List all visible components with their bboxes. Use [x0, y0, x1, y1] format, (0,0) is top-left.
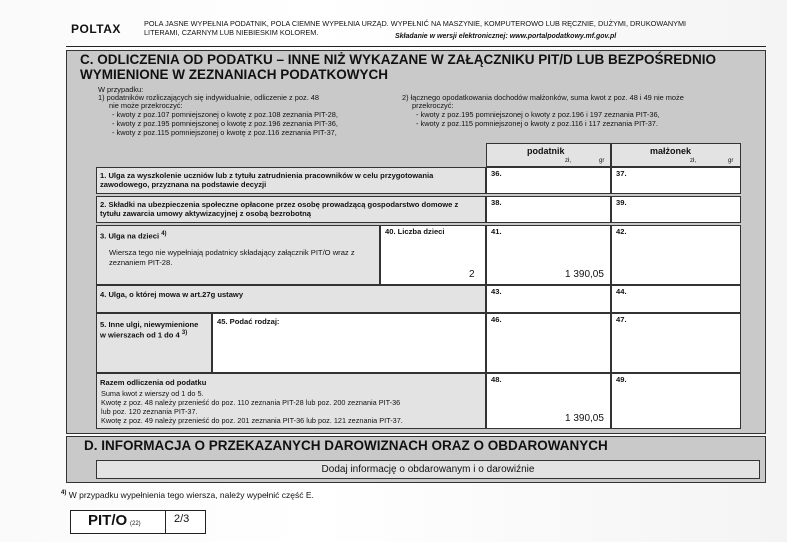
- form-name: PIT/O: [88, 512, 128, 529]
- add-donation-button[interactable]: Dodaj informację o obdarowanym i o darowiźnie: [96, 460, 760, 479]
- field-42[interactable]: 42.: [611, 225, 741, 285]
- field-49[interactable]: 49.: [611, 373, 741, 429]
- row2-label-cell: 2. Składki na ubezpieczenia społeczne opłacone przez osobę prowadzącą gospodarstwo domowe z tytułu zawarcia umowy aktywizacyjnej z osobą bezrobotną: [96, 196, 486, 223]
- total-label-cell: Razem odliczenia od podatku Suma kwot z wierszy od 1 do 5. Kwotę z poz. 48 należy przenieść do poz. 110 zeznania PIT-28 lub poz. 200 zeznania PIT-36 lub poz. 120 zeznania PIT-37. Kwotę z poz. 49 należy przenieść do poz. 201 zeznania PIT-36 lub poz. 121 zeznania PIT-37.: [96, 373, 486, 429]
- case2-item: - kwoty z poz.195 pomniejszonej o kwoty z poz.196 i 197 zeznania PIT-36,: [416, 110, 660, 119]
- field-38[interactable]: 38.: [486, 196, 611, 223]
- case1-text: 1) podatników rozliczających się indywidualnie, odliczenie z poz. 48: [98, 93, 320, 102]
- case2-item: - kwoty z poz.115 pomniejszonej o kwoty z poz.116 i 117 zeznania PIT-37.: [416, 119, 658, 128]
- podatnik-header: podatnik zł, gr: [486, 143, 611, 167]
- field-36[interactable]: 36.: [486, 167, 611, 194]
- case2-text: 2) łącznego opodatkowania dochodów małżonków, suma kwot z poz. 48 i 49 nie może: [402, 93, 684, 102]
- field-48[interactable]: 48. 1 390,05: [486, 373, 611, 429]
- field-41[interactable]: 41. 1 390,05: [486, 225, 611, 285]
- fill-instructions: POLA JASNE WYPEŁNIA PODATNIK, POLA CIEMNE WYPEŁNIA URZĄD. WYPEŁNIĆ NA MASZYNIE, KOMPUTEROWO LUB RĘCZNIE, DUŻYMI, DRUKOWANYMI LITERAMI, CZARNYM LUB NIEBIESKIM KOLOREM.: [144, 19, 687, 37]
- total-note-3: Kwotę z poz. 49 należy przenieść do poz. 201 zeznania PIT-36 lub poz. 121 zeznania PIT-37.: [101, 416, 403, 425]
- section-c-title: C. ODLICZENIA OD PODATKU – INNE NIŻ WYKAZANE W ZAŁĄCZNIKU PIT/D LUB BEZPOŚREDNIO WYMIENIONE W ZEZNANIACH PODATKOWYCH: [80, 52, 716, 82]
- field-40-children-count[interactable]: 40. Liczba dzieci 2: [380, 225, 486, 285]
- field-37[interactable]: 37.: [611, 167, 741, 194]
- form-version: (22): [130, 521, 141, 527]
- page-number: 2/3: [174, 513, 190, 525]
- field-44[interactable]: 44.: [611, 285, 741, 313]
- field-46[interactable]: 46.: [486, 313, 611, 373]
- field-39[interactable]: 39.: [611, 196, 741, 223]
- portal-link[interactable]: Składanie w wersji elektronicznej: www.portalpodatkowy.mf.gov.pl: [395, 33, 617, 40]
- case2b-text: przekroczyć:: [412, 101, 454, 110]
- row5-label-cell: 5. Inne ulgi, niewymienione w wierszach od 1 do 4 $^{3)}$: [96, 313, 212, 373]
- field-43[interactable]: 43.: [486, 285, 611, 313]
- malzonek-header: małżonek zł, gr: [611, 143, 741, 167]
- brand-logo: POLTAX: [71, 22, 121, 36]
- header-divider: [66, 46, 766, 47]
- case1-item: - kwoty z poz.195 pomniejszonej o kwotę z poz.196 zeznania PIT-36,: [112, 119, 338, 128]
- case1-item: - kwoty z poz.115 pomniejszonej o kwotę z poz.116 zeznania PIT-37,: [112, 128, 337, 137]
- case1-item: - kwoty z poz.107 pomniejszonej o kwotę z poz.108 zeznania PIT-28,: [112, 110, 338, 119]
- case1b-text: nie może przekroczyć:: [109, 101, 183, 110]
- form-box-divider: [165, 510, 166, 534]
- row3-label-cell: 3. Ulga na dzieci $^{4)}$ Wiersza tego nie wypełniają podatnicy składający załącznik PIT/O wraz z zeznaniem PIT-28.: [96, 225, 380, 285]
- footnote: $^{4)}$ W przypadku wypełnienia tego wiersza, należy wypełnić część E.: [61, 490, 314, 500]
- row4-label-cell: 4. Ulga, o której mowa w art.27g ustawy: [96, 285, 486, 313]
- row1-label-cell: 1. Ulga za wyszkolenie uczniów lub z tytułu zatrudnienia pracowników w celu przygotowania zawodowego, przyznana na podstawie decyzji: [96, 167, 486, 194]
- intro-text: W przypadku:: [98, 85, 144, 94]
- field-47[interactable]: 47.: [611, 313, 741, 373]
- section-d-title: D. INFORMACJA O PRZEKAZANYCH DAROWIZNACH ORAZ O OBDAROWANYCH: [84, 438, 608, 453]
- field-45-kind[interactable]: 45. Podać rodzaj:: [212, 313, 486, 373]
- total-note-1: Suma kwot z wierszy od 1 do 5.: [101, 389, 204, 398]
- total-note-2: Kwotę z poz. 48 należy przenieść do poz. 110 zeznania PIT-28 lub poz. 200 zeznania PIT-36 lub poz. 120 zeznania PIT-37.: [101, 398, 401, 416]
